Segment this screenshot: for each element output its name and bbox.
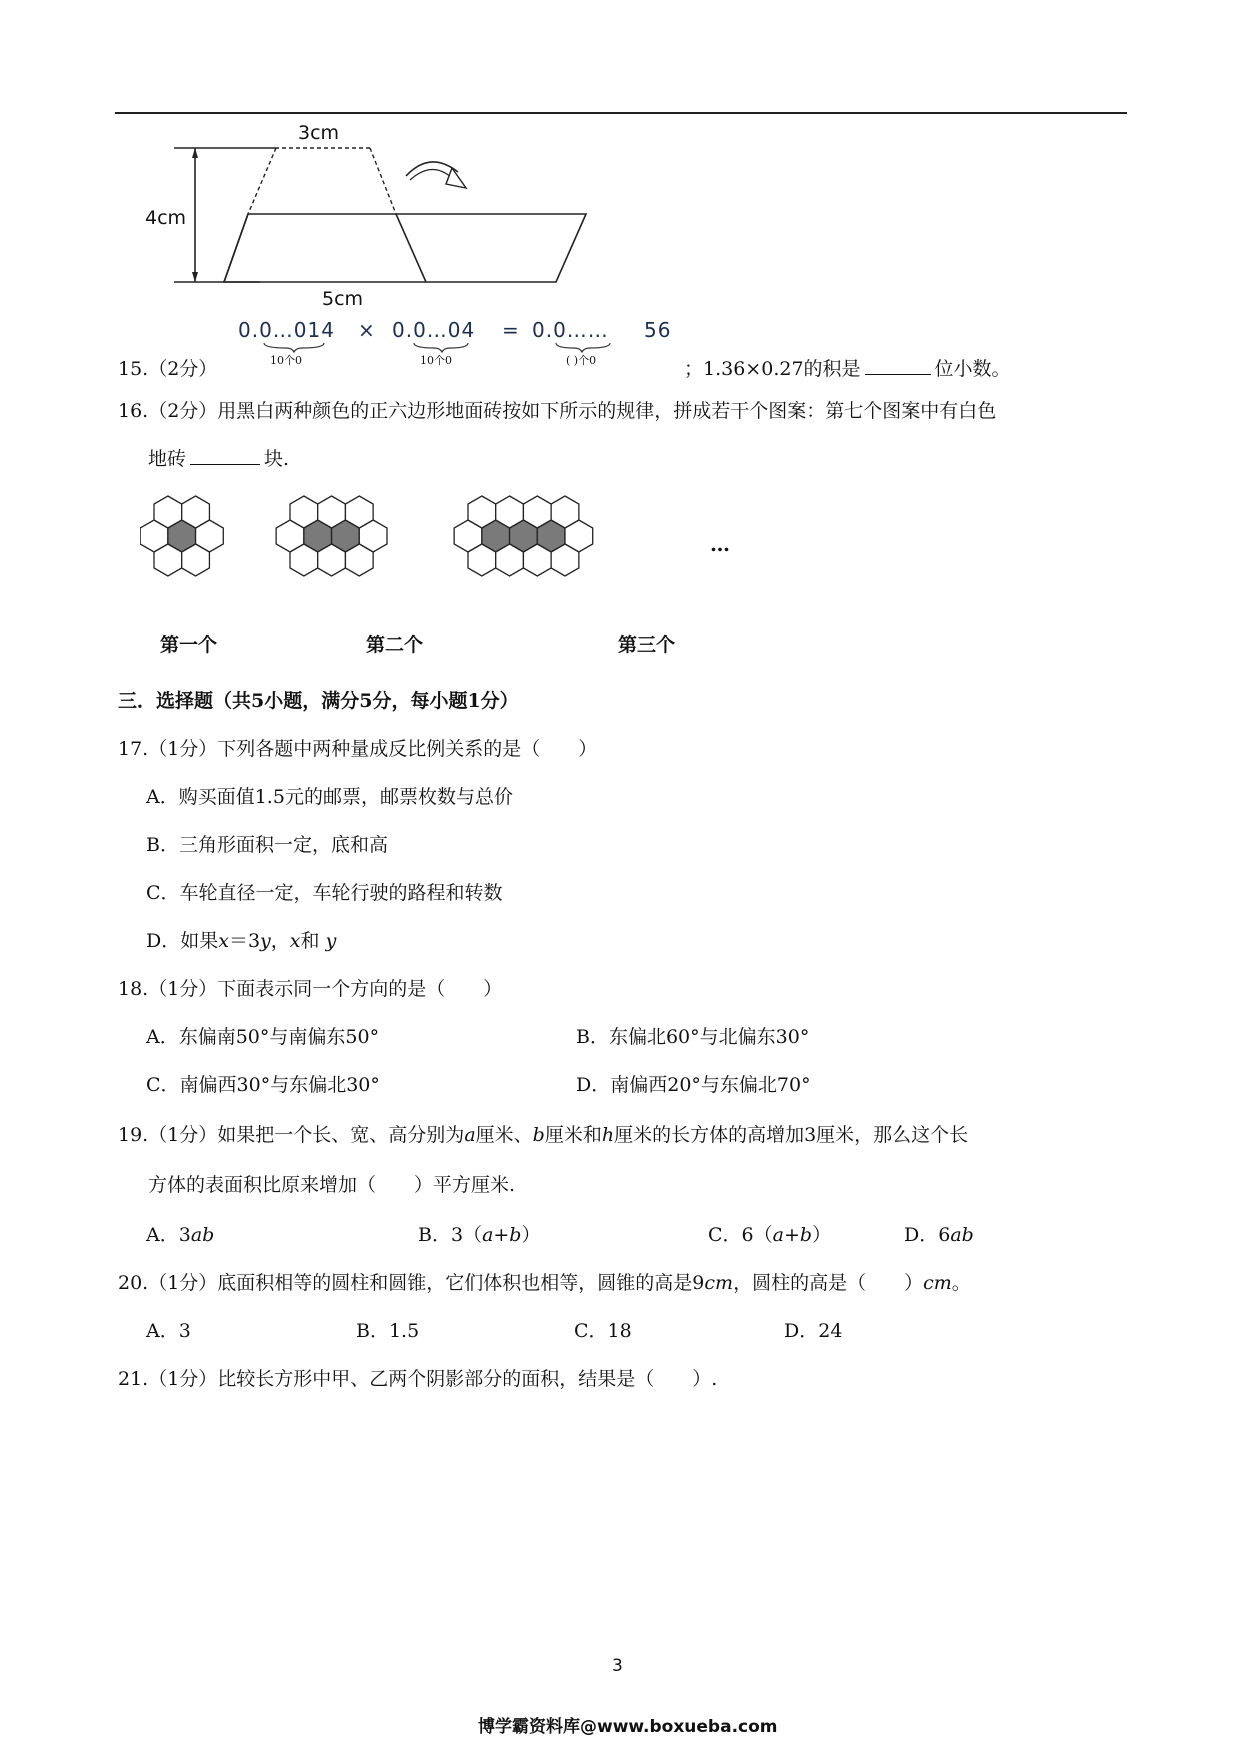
q15-number: 15.（2分） (118, 358, 218, 380)
q17-stem: 17.（1分）下列各题中两种量成反比例关系的是（ ） (118, 738, 598, 760)
q20-option-d[interactable]: D．24 (784, 1320, 843, 1342)
q16-line1: 16.（2分）用黑白两种颜色的正六边形地面砖按如下所示的规律，拼成若干个图案：第七个图案中有白色 (118, 400, 997, 422)
q19-d-var: ab (950, 1224, 974, 1246)
q15-expr-b: 0.0…04 (392, 318, 476, 342)
q19-a-var: ab (190, 1224, 215, 1246)
q19-b-post: ） (521, 1224, 541, 1246)
q15-brace-c-label: ( )个0 (566, 354, 597, 367)
q16-line2-start: 地砖 (148, 448, 187, 470)
q20-stem-3: 。 (951, 1272, 971, 1294)
q19-option-b[interactable] (418, 1220, 541, 1247)
q19-option-a[interactable] (146, 1220, 214, 1247)
q15-brace-a-label: 10个0 (270, 354, 302, 367)
q20-stem-1: 20.（1分）底面积相等的圆柱和圆锥，它们体积也相等，圆锥的高是9 (118, 1272, 705, 1294)
q15-times: × (358, 318, 376, 342)
q18-option-c[interactable]: C．南偏西30°与东偏北30° (146, 1074, 380, 1096)
q19-var-h: h (601, 1124, 615, 1146)
hex-pattern-2 (276, 496, 387, 576)
q20-option-b[interactable]: B．1.5 (356, 1320, 420, 1342)
q15-expr-a: 0.0…014 (238, 318, 335, 342)
q16-line2-end: 块. (264, 448, 290, 470)
q19-c-post: ） (812, 1224, 832, 1246)
q15-brace-b-label: 10个0 (420, 354, 452, 367)
q19-c-pre: C．6（ (708, 1224, 773, 1246)
q19-b-pre: B．3（ (418, 1224, 483, 1246)
q17-option-b[interactable]: B．三角形面积一定，底和高 (146, 834, 388, 856)
q15-text-after: ；1.36×0.27的积是 (684, 358, 861, 380)
q20-stem (118, 1268, 971, 1295)
trapezoid-figure (140, 118, 600, 308)
q20-option-c[interactable]: C．18 (574, 1320, 632, 1342)
page-number: 3 (612, 1656, 623, 1676)
q19-stem-4: 厘米的长方体的高增加3厘米，那么这个长 (614, 1124, 969, 1146)
q20-option-a[interactable]: A．3 (146, 1320, 191, 1342)
q19-var-b: b (532, 1124, 545, 1146)
hexagon-patterns (140, 490, 740, 600)
q19-b-var: a+b (482, 1224, 522, 1246)
q15-answer-blank[interactable] (865, 358, 931, 375)
header-rule (115, 112, 1127, 114)
figure-top-label: 3cm (298, 122, 340, 144)
section3-title: 三．选择题（共5小题，满分5分，每小题1分） (118, 690, 519, 712)
q17-d-x: x (218, 930, 229, 952)
q19-option-d[interactable] (904, 1220, 974, 1247)
q19-stem-3: 厘米和 (544, 1124, 602, 1146)
q20-unit-2: cm (923, 1272, 952, 1294)
figure-bottom-label: 5cm (322, 288, 364, 310)
q17-d-comma: ， (270, 930, 290, 952)
q20-stem-2: ，圆柱的高是（ ） (733, 1272, 924, 1294)
q18-stem: 18.（1分）下面表示同一个方向的是（ ） (118, 978, 503, 1000)
q17-d-y2: y (325, 930, 337, 952)
q17-option-c[interactable]: C．车轮直径一定，车轮行驶的路程和转数 (146, 882, 503, 904)
q19-a-pre: A．3 (146, 1224, 191, 1246)
q16-answer-blank[interactable] (190, 448, 260, 465)
q15-equals: = (502, 318, 520, 342)
q16-caption-3: 第三个 (618, 634, 676, 656)
q19-option-c[interactable] (708, 1220, 831, 1247)
q19-d-pre: D．6 (904, 1224, 951, 1246)
q21-stem: 21.（1分）比较长方形中甲、乙两个阴影部分的面积，结果是（ ）. (118, 1368, 718, 1390)
q17-option-a[interactable]: A．购买面值1.5元的邮票，邮票枚数与总价 (146, 786, 513, 808)
q16-ellipsis: … (710, 532, 730, 556)
q20-unit-1: cm (704, 1272, 734, 1294)
q19-line2: 方体的表面积比原来增加（ ）平方厘米. (148, 1174, 516, 1196)
q17-d-prefix: D．如果 (146, 930, 219, 952)
q18-option-a[interactable]: A．东偏南50°与南偏东50° (146, 1026, 380, 1048)
q15-expr-c: 0.0…… (532, 318, 609, 342)
q17-d-eq: ＝3 (228, 930, 261, 952)
q19-stem-1: 19.（1分）如果把一个长、宽、高分别为 (118, 1124, 465, 1146)
q17-d-y: y (260, 930, 271, 952)
q18-option-d[interactable]: D．南偏西20°与东偏北70° (576, 1074, 811, 1096)
footer-watermark: 博学霸资料库@www.boxueba.com (478, 1717, 778, 1737)
q19-stem (118, 1120, 968, 1147)
q19-stem-2: 厘米、 (475, 1124, 533, 1146)
q18-option-b[interactable]: B．东偏北60°与北偏东30° (576, 1026, 810, 1048)
q19-var-a: a (464, 1124, 476, 1146)
q15-text-end: 位小数。 (934, 358, 1011, 380)
hex-pattern-1 (140, 496, 223, 576)
q16-caption-2: 第二个 (366, 634, 424, 656)
q17-option-d[interactable] (146, 926, 336, 953)
q19-c-var: a+b (772, 1224, 813, 1246)
q17-d-x2: x (289, 930, 301, 952)
q16-caption-1: 第一个 (160, 634, 218, 656)
q17-d-and: 和 (300, 930, 320, 952)
figure-left-label: 4cm (145, 207, 187, 229)
hex-pattern-3 (454, 496, 593, 576)
q15-expr-c-end: 56 (644, 318, 672, 342)
